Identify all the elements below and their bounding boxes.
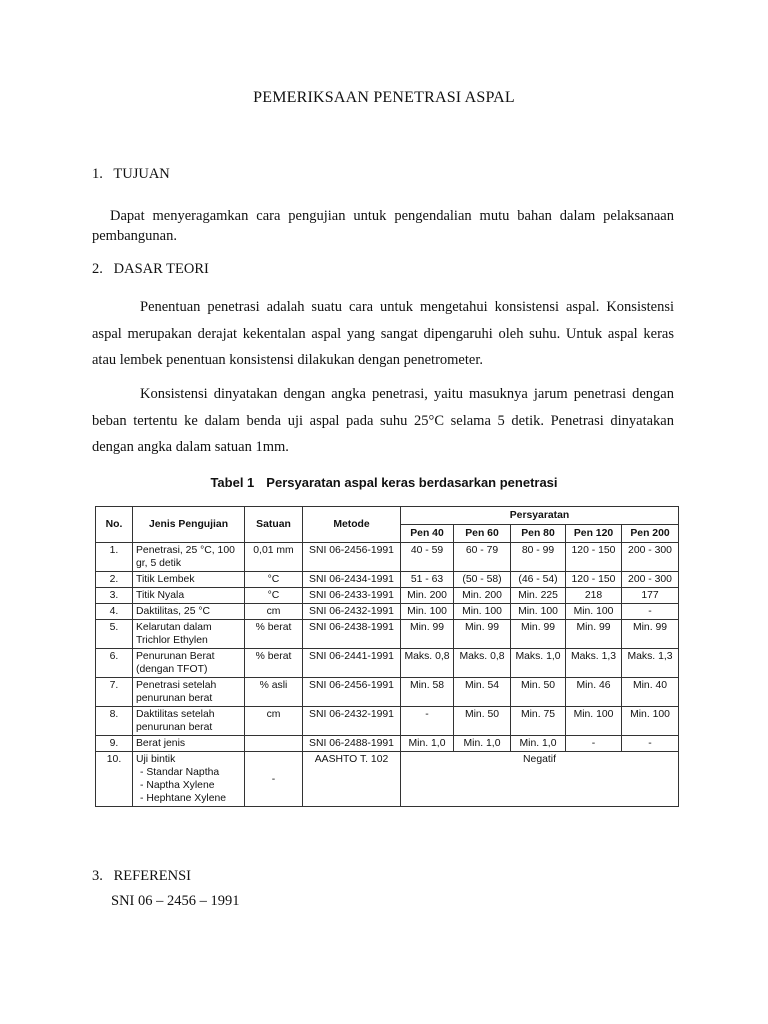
- cell-pen-80: Min. 100: [511, 604, 566, 620]
- header-pen-40: Pen 40: [401, 525, 454, 543]
- cell-jenis: Penurunan Berat (dengan TFOT): [133, 649, 245, 678]
- cell-pen-200: Maks. 1,3: [622, 649, 679, 678]
- cell-jenis: Titik Nyala: [133, 588, 245, 604]
- header-metode: Metode: [303, 507, 401, 543]
- cell-pen-40: 51 - 63: [401, 572, 454, 588]
- cell-pen-40: 40 - 59: [401, 543, 454, 572]
- table-row: [96, 620, 679, 649]
- header-pen-80: Pen 80: [511, 525, 566, 543]
- cell-jenis: Berat jenis: [133, 736, 245, 752]
- cell-pen-120: Min. 46: [566, 678, 622, 707]
- cell-no: 5.: [96, 620, 133, 649]
- section-heading-dasar-teori: [92, 261, 209, 278]
- paragraph-text: Konsistensi dinyatakan dengan angka penetrasi, yaitu masuknya jarum penetrasi dengan beban tertentu ke dalam benda uji aspal pada suhu 25°C selama 5 detik. Penetrasi dinyatakan dengan angka dalam satuan 1mm.: [92, 386, 674, 455]
- header-persyaratan: Persyaratan: [401, 507, 679, 525]
- cell-pen-200: 200 - 300: [622, 572, 679, 588]
- table-row: [96, 736, 679, 752]
- dasar-teori-paragraph-2: [92, 381, 674, 461]
- cell-pen-120: Min. 100: [566, 604, 622, 620]
- cell-satuan: 0,01 mm: [245, 543, 303, 572]
- cell-pen-40: Min. 1,0: [401, 736, 454, 752]
- cell-pen-120: 218: [566, 588, 622, 604]
- cell-pen-60: Min. 50: [454, 707, 511, 736]
- cell-metode: SNI 06-2432-1991: [303, 604, 401, 620]
- header-pen-60: Pen 60: [454, 525, 511, 543]
- cell-pen-200: -: [622, 604, 679, 620]
- section-title: REFERENSI: [113, 868, 191, 884]
- cell-pen-200: 177: [622, 588, 679, 604]
- cell-jenis: Daktilitas setelah penurunan berat: [133, 707, 245, 736]
- table-caption-label: Tabel 1: [210, 475, 255, 490]
- cell-pen-120: 120 - 150: [566, 572, 622, 588]
- cell-pen-200: Min. 40: [622, 678, 679, 707]
- tujuan-text: Dapat menyeragamkan cara pengujian untuk pengendalian mutu bahan dalam pelaksanaan pembangunan.: [92, 208, 674, 244]
- cell-pen-80: Min. 225: [511, 588, 566, 604]
- uji-bintik-subitem: - Hephtane Xylene: [140, 793, 227, 804]
- cell-no: 4.: [96, 604, 133, 620]
- cell-satuan: °C: [245, 588, 303, 604]
- cell-metode: SNI 06-2438-1991: [303, 620, 401, 649]
- cell-pen-40: Min. 200: [401, 588, 454, 604]
- table-header-row: [96, 507, 679, 525]
- uji-bintik-label: Uji bintik: [136, 754, 176, 765]
- table-row: [96, 588, 679, 604]
- cell-pen-200: Min. 100: [622, 707, 679, 736]
- table-row: [96, 604, 679, 620]
- cell-jenis: Penetrasi setelah penurunan berat: [133, 678, 245, 707]
- uji-bintik-subitem: - Naptha Xylene: [140, 780, 215, 791]
- cell-pen-80: Min. 75: [511, 707, 566, 736]
- reference-item: SNI 06 – 2456 – 1991: [111, 893, 240, 909]
- table-row: [96, 678, 679, 707]
- requirements-table: [95, 506, 679, 807]
- cell-no: 1.: [96, 543, 133, 572]
- cell-pen-40: Min. 99: [401, 620, 454, 649]
- cell-pen-40: Maks. 0,8: [401, 649, 454, 678]
- cell-jenis: Titik Lembek: [133, 572, 245, 588]
- cell-jenis: Kelarutan dalam Trichlor Ethylen: [133, 620, 245, 649]
- cell-pen-80: Min. 99: [511, 620, 566, 649]
- cell-pen-80: Maks. 1,0: [511, 649, 566, 678]
- cell-pen-120: Min. 99: [566, 620, 622, 649]
- cell-pen-40: Min. 58: [401, 678, 454, 707]
- cell-satuan: [245, 736, 303, 752]
- cell-metode: SNI 06-2433-1991: [303, 588, 401, 604]
- cell-no: 7.: [96, 678, 133, 707]
- cell-satuan: cm: [245, 604, 303, 620]
- cell-jenis: Daktilitas, 25 °C: [133, 604, 245, 620]
- cell-pen-200: Min. 99: [622, 620, 679, 649]
- table-row: [96, 707, 679, 736]
- cell-pen-80: (46 - 54): [511, 572, 566, 588]
- header-pen-200: Pen 200: [622, 525, 679, 543]
- cell-metode: SNI 06-2456-1991: [303, 543, 401, 572]
- cell-pen-120: 120 - 150: [566, 543, 622, 572]
- cell-satuan: % asli: [245, 678, 303, 707]
- cell-pen-60: Min. 100: [454, 604, 511, 620]
- cell-pen-80: 80 - 99: [511, 543, 566, 572]
- cell-satuan: % berat: [245, 620, 303, 649]
- section-number: 2.: [92, 261, 103, 277]
- tujuan-paragraph: [92, 206, 674, 246]
- cell-satuan: % berat: [245, 649, 303, 678]
- cell-pen-80: Min. 1,0: [511, 736, 566, 752]
- cell-satuan: cm: [245, 707, 303, 736]
- table-caption: [0, 475, 768, 490]
- cell-metode: SNI 06-2456-1991: [303, 678, 401, 707]
- cell-pen-40: Min. 100: [401, 604, 454, 620]
- cell-pen-60: Min. 54: [454, 678, 511, 707]
- cell-no: 2.: [96, 572, 133, 588]
- cell-pen-60: 60 - 79: [454, 543, 511, 572]
- cell-pen-60: (50 - 58): [454, 572, 511, 588]
- section-heading-tujuan: [92, 166, 170, 183]
- table-row: [96, 543, 679, 572]
- section-number: 3.: [92, 868, 103, 884]
- cell-no: 6.: [96, 649, 133, 678]
- cell-pen-200: -: [622, 736, 679, 752]
- header-no: No.: [96, 507, 133, 543]
- cell-pen-40: -: [401, 707, 454, 736]
- cell-pen-60: Min. 99: [454, 620, 511, 649]
- cell-metode: SNI 06-2434-1991: [303, 572, 401, 588]
- page-title: PEMERIKSAAN PENETRASI ASPAL: [253, 89, 515, 106]
- section-title: TUJUAN: [113, 166, 170, 182]
- cell-metode: SNI 06-2441-1991: [303, 649, 401, 678]
- cell-pen-60: Min. 200: [454, 588, 511, 604]
- table-row: [96, 572, 679, 588]
- table-caption-text: Persyaratan aspal keras berdasarkan penetrasi: [266, 475, 558, 490]
- section-number: 1.: [92, 166, 103, 182]
- section-heading-referensi: [92, 868, 191, 885]
- cell-no: 10.: [96, 752, 133, 807]
- header-pen-120: Pen 120: [566, 525, 622, 543]
- header-satuan: Satuan: [245, 507, 303, 543]
- cell-pen-120: -: [566, 736, 622, 752]
- uji-bintik-subitem: - Standar Naptha: [140, 767, 220, 778]
- cell-pen-120: Min. 100: [566, 707, 622, 736]
- cell-pen-80: Min. 50: [511, 678, 566, 707]
- cell-pen-60: Maks. 0,8: [454, 649, 511, 678]
- cell-metode: SNI 06-2488-1991: [303, 736, 401, 752]
- cell-jenis: Penetrasi, 25 °C, 100 gr, 5 detik: [133, 543, 245, 572]
- table-row: [96, 752, 679, 807]
- cell-pen-120: Maks. 1,3: [566, 649, 622, 678]
- section-title: DASAR TEORI: [113, 261, 209, 277]
- cell-satuan: °C: [245, 572, 303, 588]
- cell-no: 9.: [96, 736, 133, 752]
- paragraph-text: Penentuan penetrasi adalah suatu cara untuk mengetahui konsistensi aspal. Konsistensi aspal merupakan derajat kekentalan aspal yang sangat dipengaruhi oleh suhu. Untuk aspal keras atau lembek penentuan konsistensi dilakukan dengan penetrometer.: [92, 299, 674, 368]
- dasar-teori-paragraph-1: [92, 294, 674, 374]
- cell-metode: SNI 06-2432-1991: [303, 707, 401, 736]
- cell-no: 8.: [96, 707, 133, 736]
- header-jenis-pengujian: Jenis Pengujian: [133, 507, 245, 543]
- cell-result: Negatif: [401, 752, 679, 807]
- cell-no: 3.: [96, 588, 133, 604]
- table-row: [96, 649, 679, 678]
- cell-metode: AASHTO T. 102: [303, 752, 401, 807]
- cell-jenis: [133, 752, 245, 807]
- cell-pen-200: 200 - 300: [622, 543, 679, 572]
- cell-pen-60: Min. 1,0: [454, 736, 511, 752]
- cell-satuan: -: [245, 752, 303, 807]
